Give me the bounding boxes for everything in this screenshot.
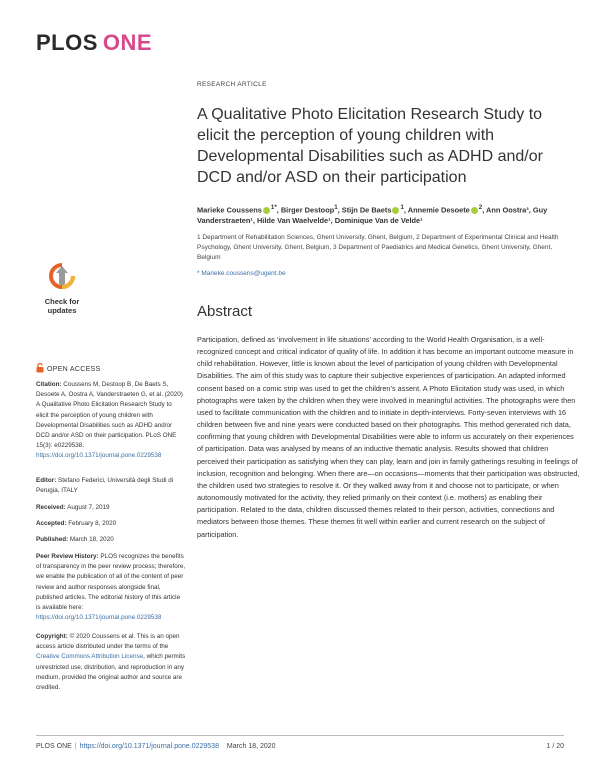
received-date: Received: August 7, 2019 [36,504,110,511]
orcid-icon[interactable] [471,207,478,214]
check-label-line2: updates [47,305,77,315]
open-access-label: OPEN ACCESS [36,363,100,373]
journal-logo-part1: PLOS [36,30,98,55]
page-number: 1 / 20 [546,743,564,750]
author-name: , Birger Destoop [276,205,335,215]
author-name: , Stijn De Baets [337,205,392,215]
orcid-icon[interactable] [392,207,399,214]
corresponding-email: * Marieke.coussens@ugent.be [197,270,286,277]
article-title: A Qualitative Photo Elicitation Research Study to elicit the perception of young children with Developmental Disabilities such as ADHD and/or DCD and/or ASD on their participation [197,106,543,186]
citation-doi-link[interactable]: https://doi.org/10.1371/journal.pone.0229538 [36,452,162,460]
author-list: Marieke Coussens $^{1*}$, Birger Destoop$^1$, Stijn De Baets $^1$, Annemie Desoete $^2$, Ann Oostra³, Guy Vanderstraeten¹, Hilde Van Waelvelde¹, Dominique Van de Velde¹ [197,204,548,226]
footer-journal: PLOS ONE [36,743,72,750]
author-name: Marieke Coussens [197,205,262,215]
citation: Citation: Coussens M, Destoop B, De Baets S, Desoete A, Oostra A, Vanderstraeten G, et al. (2020) A Qualitative Photo Elicitation Research Study to elicit the perception of young children with Developmental Disabilities such as ADHD and/or DCD and/or ASD on their participation. PLoS ONE 15(3): e0229538. https://doi.org/10.1371/journal.pone.0229538 [36,381,183,460]
license-link[interactable]: Creative Commons Attribution License [36,653,144,661]
check-for-updates-badge[interactable] [36,263,88,319]
peer-review-link[interactable]: https://doi.org/10.1371/journal.pone.0229538 [36,614,162,622]
affiliations: 1 Department of Rehabilitation Sciences, Ghent University, Ghent, Belgium, 2 Department of Experimental Clinical and Health Psychology, Ghent University, Ghent, Belgium, 3 Department of Paediatrics and Medical Genetics, Ghent University, Ghent, Belgium [197,234,559,261]
open-lock-icon [36,363,44,373]
footer-doi-link[interactable]: https://doi.org/10.1371/journal.pone.0229538 [79,743,219,750]
abstract-text: Participation, defined as ‘involvement in life situations’ according to the World Health Organisation, is a well-recognized concept and critical indicator of quality of life. In addition it has become an important outcome measure in child rehabilitation. However, little is known about the level of participation of young children with Developmental Disabilities. The aim of this study was to capture their subjective experiences of participation. An adapted informed consent based on a comic strip was used to get the children’s assent. A Photo Elicitation study was used, in which photographs were taken by the children when they were involved in meaningful activities. The photographs were then used to facilitate communication with the children and to initiate in depth-interviews. Forty-seven interviews with 16 children between five and nine years were conducted based on their photographs. This method generated rich data, confirming that young children with Developmental Disabilities were able to inform us accurately on their experiences of participation. Data was analysed by means of an inductive thematic analysis. Results showed that children perceived their participation as satisfying when they can play, learn and join in family gatherings resulting in feelings of inclusion, recognition and belonging. When there are—on occasions—moments that their participation was obstructed, the children used two strategies to resolve it. Or they walked away from it and choose not to participate, or when autonomously motivated for the activity, they relied primarily on their context (i.e. mothers) as enabling their participation. Related to the data, children discussed themes related to their person, activities, connections and mediators between those themes. These themes fit well within earlier and current research on the subject of participation. [197,335,580,539]
peer-review-history: Peer Review History: PLOS recognizes the benefits of transparency in the peer review process; therefore, we enable the publication of all of the content of peer review and author responses alongside final, published articles. The editorial history of this article is available here: https://doi.org/10.1371/journal.pone.0229538 [36,553,186,622]
accepted-date: Accepted: February 8, 2020 [36,520,117,527]
page-footer: PLOS ONE | https://doi.org/10.1371/journal.pone.0229538 March 18, 2020 1 / 20 [36,743,564,750]
abstract-heading: Abstract [197,303,253,320]
journal-logo-part2: ONE [102,30,153,55]
orcid-icon[interactable] [263,207,270,214]
copyright: Copyright: © 2020 Coussens et al. This is an open access article distributed under the terms of the Creative Commons Attribution License, which permits unrestricted use, distribution, and reproduction in any medium, provided the original author and source are credited. [36,633,186,692]
check-label-line1: Check for [44,297,80,306]
footer-divider [36,735,564,736]
article-type: RESEARCH ARTICLE [197,81,267,88]
check-for-updates-icon [49,263,75,291]
author-names-rest: , Ann Oostra³, Guy Vanderstraeten¹, Hilde Van Waelvelde¹, Dominique Van de Velde¹ [197,205,548,226]
published-date: Published: March 18, 2020 [36,536,114,543]
journal-logo [36,30,152,56]
author-name: , Annemie Desoete [403,205,470,215]
email-link[interactable]: Marieke.coussens@ugent.be [201,270,286,277]
editor: Editor: Stefano Federici, Università degli Studi di Perugia, ITALY [36,477,174,495]
footer-date: March 18, 2020 [226,743,276,750]
